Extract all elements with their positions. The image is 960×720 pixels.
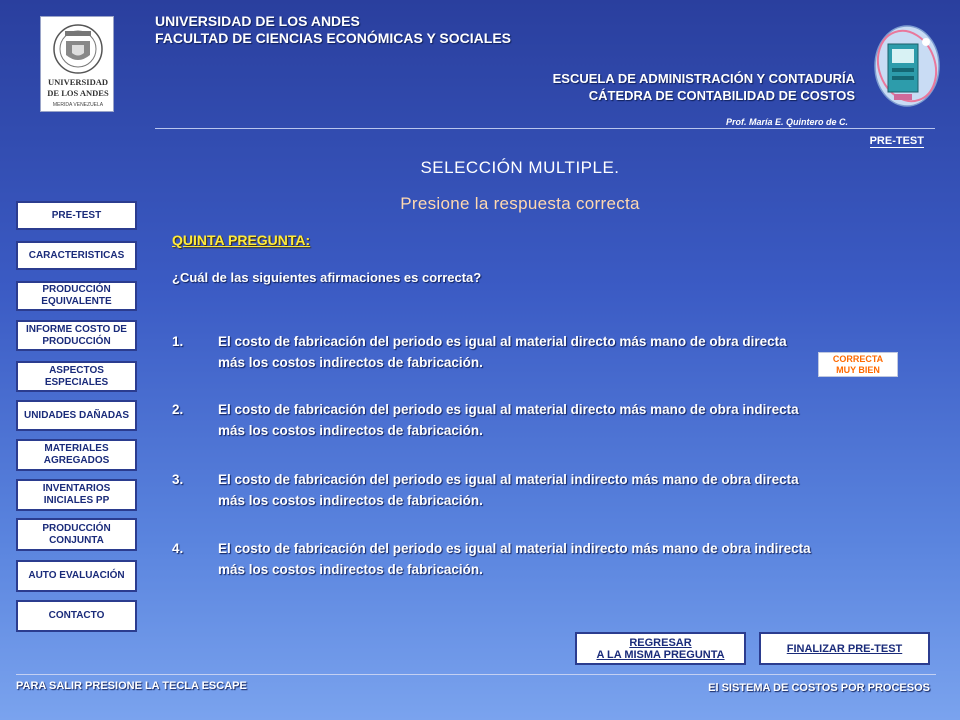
section-label: PRE-TEST: [869, 135, 924, 147]
sidebar-item-materiales-agregados[interactable]: MATERIALES AGREGADOS: [16, 439, 137, 471]
sidebar-item-informe-costo[interactable]: INFORME COSTO DE PRODUCCIÓN: [16, 320, 137, 351]
university-seal-icon: [41, 17, 115, 113]
university-name: UNIVERSIDAD DE LOS ANDES: [155, 13, 360, 29]
svg-text:MERIDA VENEZUELA: MERIDA VENEZUELA: [52, 102, 104, 108]
university-header: [155, 13, 511, 47]
header-divider: [155, 128, 935, 129]
question-text: ¿Cuál de las siguientes afirmaciones es correcta?: [172, 270, 482, 285]
faculty-name: FACULTAD DE CIENCIAS ECONÓMICAS Y SOCIALES: [155, 30, 511, 46]
page-title: SELECCIÓN MULTIPLE.: [420, 158, 620, 177]
option-number: 3.: [172, 472, 184, 487]
option-text: El costo de fabricación del periodo es igual al material directo más mano de obra indirecta más los costos indirectos de fabricación.: [218, 402, 799, 438]
feedback-badge: [818, 352, 898, 377]
sidebar-item-unidades-danadas[interactable]: UNIDADES DAÑADAS: [16, 400, 137, 431]
sidebar-item-produccion-conjunta[interactable]: PRODUCCIÓN CONJUNTA: [16, 518, 137, 551]
option-text: El costo de fabricación del periodo es igual al material directo más mano de obra directa más los costos indirectos de fabricación.: [218, 334, 787, 370]
finish-button-label: FINALIZAR PRE-TEST: [786, 642, 903, 655]
chair-name: CÁTEDRA DE CONTABILIDAD DE COSTOS: [588, 88, 855, 103]
answer-option-3[interactable]: [172, 469, 812, 511]
university-logo: [40, 16, 114, 112]
option-number: 4.: [172, 541, 184, 556]
answer-option-1[interactable]: [172, 331, 812, 373]
back-button-line-1: REGRESAR: [629, 636, 692, 649]
option-number: 1.: [172, 334, 184, 349]
back-to-question-button[interactable]: [575, 632, 746, 665]
sidebar-item-contacto[interactable]: CONTACTO: [16, 600, 137, 632]
option-text: El costo de fabricación del periodo es igual al material indirecto más mano de obra indirecta más los costos indirectos de fabricación.: [218, 541, 811, 577]
exit-hint: PARA SALIR PRESIONE LA TECLA ESCAPE: [16, 680, 247, 692]
feedback-line-2: MUY BIEN: [836, 365, 880, 375]
page-subtitle: Presione la respuesta correcta: [400, 194, 640, 213]
answer-option-4[interactable]: [172, 538, 812, 580]
footer-divider: [16, 674, 936, 675]
sidebar-item-produccion-equivalente[interactable]: PRODUCCIÓN EQUIVALENTE: [16, 281, 137, 311]
svg-text:DE LOS ANDES: DE LOS ANDES: [47, 88, 109, 98]
sidebar-item-aspectos-especiales[interactable]: ASPECTOS ESPECIALES: [16, 361, 137, 392]
svg-text:UNIVERSIDAD: UNIVERSIDAD: [48, 77, 108, 87]
option-number: 2.: [172, 402, 184, 417]
sidebar-item-inventarios-iniciales[interactable]: INVENTARIOS INICIALES PP: [16, 479, 137, 511]
question-number: QUINTA PREGUNTA:: [172, 232, 311, 248]
answer-option-2[interactable]: [172, 399, 812, 441]
globe-computer-icon: [868, 18, 946, 110]
professor-name: Prof. María E. Quintero de C.: [725, 117, 848, 127]
system-name: El SISTEMA DE COSTOS POR PROCESOS: [708, 682, 930, 694]
finish-pretest-button[interactable]: [759, 632, 930, 665]
back-button-line-2: A LA MISMA PREGUNTA: [596, 648, 725, 661]
school-header: [553, 70, 855, 104]
option-text: El costo de fabricación del periodo es igual al material indirecto más mano de obra directa más los costos indirectos de fabricación.: [218, 472, 799, 508]
sidebar-item-caracteristicas[interactable]: CARACTERISTICAS: [16, 241, 137, 270]
feedback-line-1: CORRECTA: [832, 354, 884, 364]
school-name: ESCUELA DE ADMINISTRACIÓN Y CONTADURÍA: [552, 71, 855, 86]
sidebar-item-auto-evaluacion[interactable]: AUTO EVALUACIÓN: [16, 560, 137, 592]
sidebar-item-pre-test[interactable]: PRE-TEST: [16, 201, 137, 230]
